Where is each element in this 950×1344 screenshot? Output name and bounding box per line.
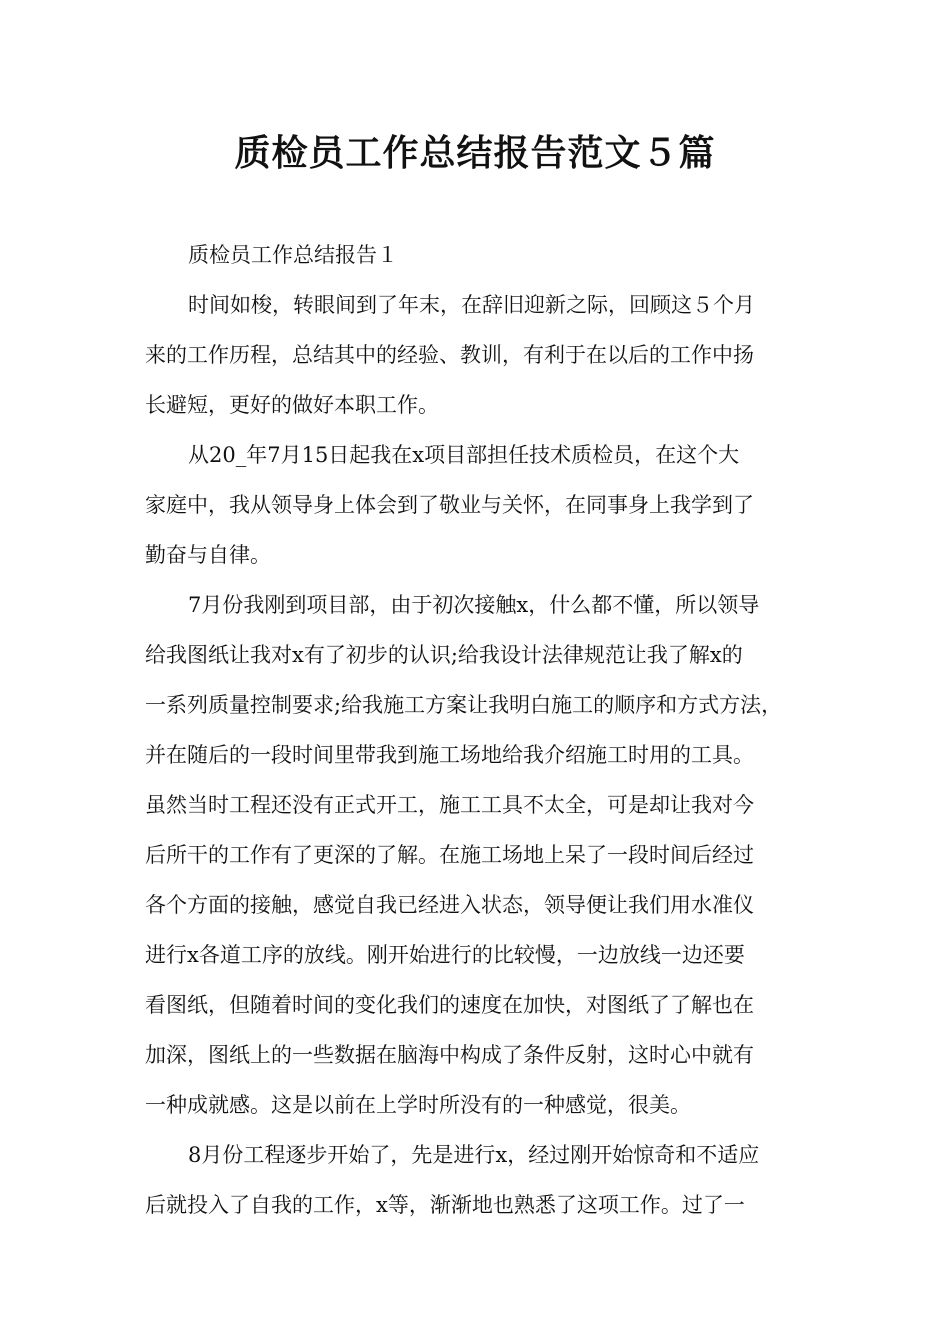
text-line: 从20_年7月15日起我在x项目部担任技术质检员，在这个大 [188,443,740,467]
text-line: 勤奋与自律。 [145,543,271,567]
text-line: 给我图纸让我对x有了初步的认识;给我设计法律规范让我了解x的 [145,643,743,667]
text-line: 后所干的工作有了更深的了解。在施工场地上呆了一段时间后经过 [145,843,754,867]
text-line: 看图纸，但随着时间的变化我们的速度在加快，对图纸了了解也在 [145,993,754,1017]
text-line: 质检员工作总结报告１ [188,243,398,267]
text-line: 家庭中，我从领导身上体会到了敬业与关怀，在同事身上我学到了 [145,493,754,517]
text-line: 时间如梭，转眼间到了年末，在辞旧迎新之际，回顾这５个月 [188,293,755,317]
document-title: 质检员工作总结报告范文５篇 [234,132,716,174]
text-line: 进行x各道工序的放线。刚开始进行的比较慢，一边放线一边还要 [145,943,745,967]
text-line: 7月份我刚到项目部，由于初次接触x，什么都不懂，所以领导 [188,593,760,617]
text-line: 并在随后的一段时间里带我到施工场地给我介绍施工时用的工具。 [145,743,754,767]
text-line: 虽然当时工程还没有正式开工，施工工具不太全，可是却让我对今 [145,793,754,817]
document-body [145,230,815,1230]
text-line: 8月份工程逐步开始了，先是进行x，经过刚开始惊奇和不适应 [188,1143,760,1167]
text-line: 一系列质量控制要求;给我施工方案让我明白施工的顺序和方式方法， [145,693,783,717]
text-line: 一种成就感。这是以前在上学时所没有的一种感觉，很美。 [145,1093,691,1117]
text-line: 来的工作历程，总结其中的经验、教训，有利于在以后的工作中扬 [145,343,754,367]
text-line: 各个方面的接触，感觉自我已经进入状态，领导便让我们用水准仪 [145,893,754,917]
text-line: 加深，图纸上的一些数据在脑海中构成了条件反射，这时心中就有 [145,1043,754,1067]
text-line: 长避短，更好的做好本职工作。 [145,393,439,417]
text-line: 后就投入了自我的工作，x等，渐渐地也熟悉了这项工作。过了一 [145,1193,745,1217]
